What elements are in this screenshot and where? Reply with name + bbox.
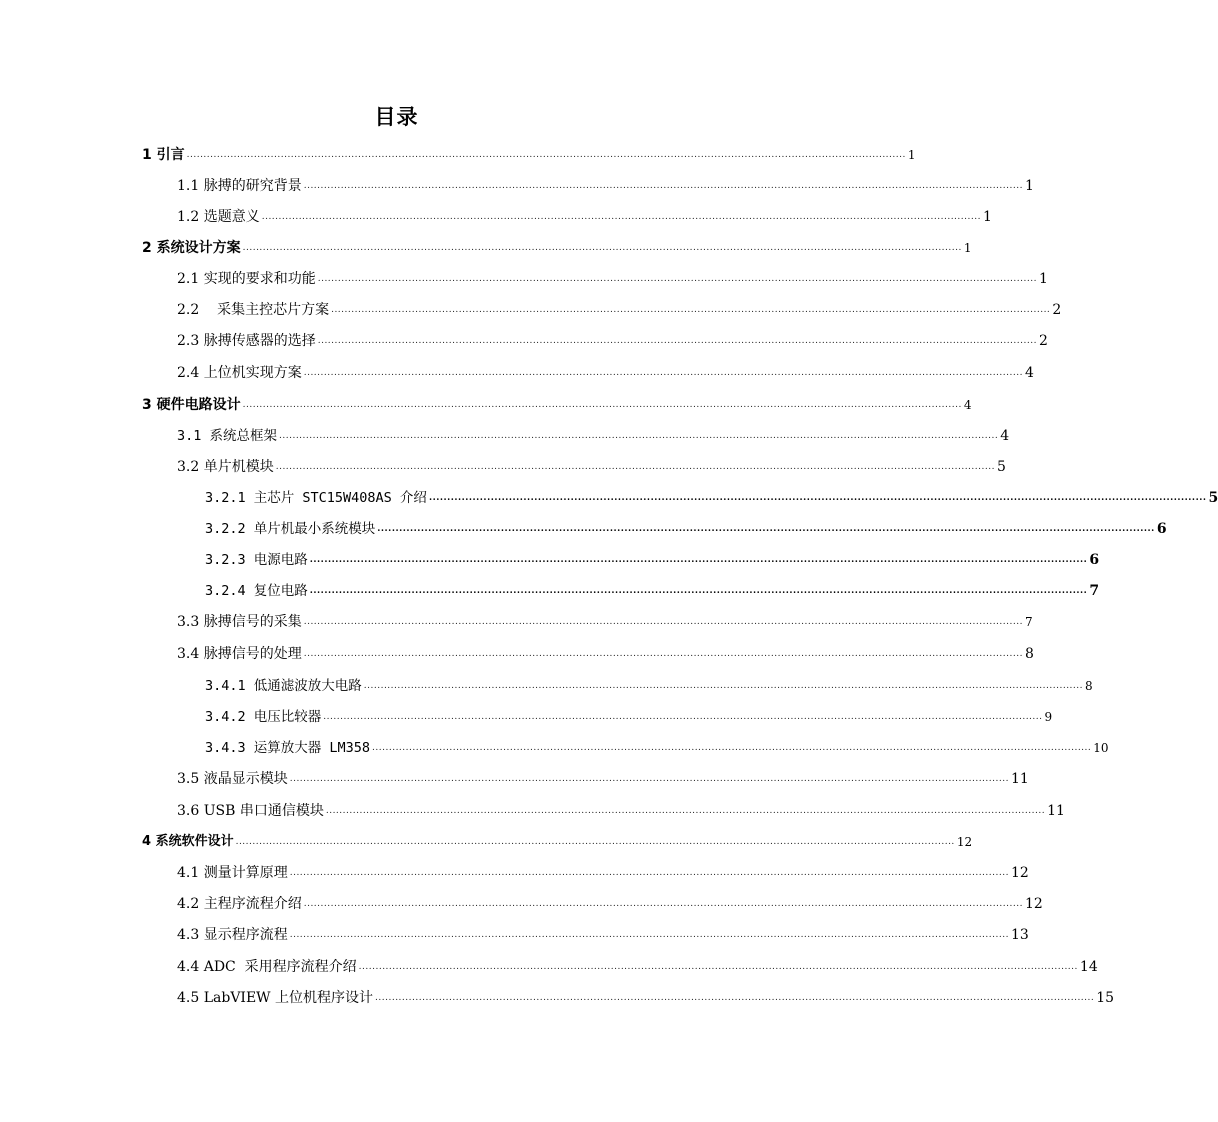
toc-entry-section[interactable] <box>177 797 1065 819</box>
toc-leader-dots: ...................................................................................................................................................................................................................... <box>331 305 1051 315</box>
toc-entry-subsection[interactable] <box>205 484 1218 506</box>
toc-page-number: 9 <box>1044 710 1053 724</box>
toc-page-number: 2 <box>1052 302 1062 318</box>
toc-leader-dots: ...................................................................................................................................................................................................................... <box>309 555 1088 565</box>
toc-entry-section[interactable] <box>177 859 1029 881</box>
toc-entry-label: 4.4 ADC 采用程序流程介绍 <box>177 959 357 975</box>
toc-leader-dots: ...................................................................................................................................................................................................................... <box>428 493 1207 503</box>
toc-leader-dots: ...................................................................................................................................................................................................................... <box>303 368 1023 378</box>
toc-entry-subsection[interactable] <box>205 672 1093 694</box>
toc-leader-dots: ...................................................................................................................................................................................................................... <box>323 712 1043 722</box>
toc-leader-dots: ...................................................................................................................................................................................................................... <box>317 274 1037 284</box>
toc-leader-dots: ...................................................................................................................................................................................................................... <box>279 431 999 441</box>
toc-leader-dots: ...................................................................................................................................................................................................................... <box>275 462 995 472</box>
toc-entry-label: 2.4 上位机实现方案 <box>177 365 302 381</box>
toc-entry-section[interactable] <box>177 453 1006 475</box>
toc-page-number: 7 <box>1089 583 1100 599</box>
toc-entry-label: 2.1 实现的要求和功能 <box>177 271 316 287</box>
toc-entry-label: 1.2 选题意义 <box>177 209 260 225</box>
toc-page-number: 10 <box>1093 741 1109 755</box>
toc-entry-subsection[interactable] <box>205 734 1109 756</box>
toc-leader-dots: ...................................................................................................................................................................................................................... <box>325 806 1046 816</box>
toc-page-number: 2 <box>1038 333 1048 349</box>
toc-entry-label: 3.2.3 电源电路 <box>205 552 308 568</box>
toc-page-number: 12 <box>1024 896 1043 912</box>
toc-leader-dots: ...................................................................................................................................................................................................................... <box>303 181 1023 191</box>
toc-leader-dots: ...................................................................................................................................................................................................................... <box>375 993 1095 1003</box>
toc-page-number: 5 <box>996 459 1006 475</box>
toc-page-number: 1 <box>963 241 972 255</box>
toc-entry-label: 1.1 脉搏的研究背景 <box>177 178 302 194</box>
toc-page-number: 1 <box>1038 271 1048 287</box>
toc-leader-dots: ...................................................................................................................................................................................................................... <box>289 930 1009 940</box>
toc-page-number: 15 <box>1096 990 1115 1006</box>
toc-entry-chapter-2[interactable] <box>142 234 972 256</box>
toc-entry-label: 4.3 显示程序流程 <box>177 927 288 943</box>
toc-page-number: 8 <box>1024 646 1034 662</box>
toc-leader-dots: ...................................................................................................................................................................................................................... <box>303 617 1023 627</box>
toc-entry-section[interactable] <box>177 265 1048 287</box>
toc-page-number: 7 <box>1024 615 1033 629</box>
toc-entry-label: 3.4 脉搏信号的处理 <box>177 646 302 662</box>
toc-page-number: 4 <box>1000 428 1010 444</box>
toc-entry-label: 2.3 脉搏传感器的选择 <box>177 333 316 349</box>
toc-leader-dots: ...................................................................................................................................................................................................................... <box>377 524 1155 534</box>
toc-entry-chapter-4[interactable] <box>142 828 973 850</box>
toc-page-number: 6 <box>1156 521 1167 537</box>
toc-leader-dots: ...................................................................................................................................................................................................................... <box>242 400 962 410</box>
toc-entry-label: 3.1 系统总框架 <box>177 428 278 444</box>
toc-page-number: 1 <box>1024 178 1034 194</box>
toc-leader-dots: ...................................................................................................................................................................................................................... <box>242 243 962 253</box>
toc-leader-dots: ...................................................................................................................................................................................................................... <box>289 774 1009 784</box>
toc-page-number: 11 <box>1047 803 1065 819</box>
toc-entry-section[interactable] <box>177 172 1034 194</box>
toc-entry-section[interactable] <box>177 640 1034 662</box>
toc-leader-dots: ...................................................................................................................................................................................................................... <box>303 899 1023 909</box>
toc-page-number: 4 <box>1024 365 1034 381</box>
toc-entry-label: 1 引言 <box>142 147 185 163</box>
toc-page-number: 6 <box>1089 552 1100 568</box>
toc-entry-label: 2 系统设计方案 <box>142 240 241 256</box>
toc-leader-dots: ...................................................................................................................................................................................................................... <box>317 336 1037 346</box>
toc-entry-label: 3.2.4 复位电路 <box>205 583 308 599</box>
toc-leader-dots: ...................................................................................................................................................................................................................... <box>358 962 1078 972</box>
toc-entry-label: 3.4.1 低通滤波放大电路 <box>205 678 362 694</box>
toc-page-number: 4 <box>963 398 972 412</box>
toc-leader-dots: ...................................................................................................................................................................................................................... <box>186 150 906 160</box>
toc-entry-section[interactable] <box>177 296 1062 318</box>
toc-entry-label: 3.4.2 电压比较器 <box>205 709 322 725</box>
toc-leader-dots: ...................................................................................................................................................................................................................... <box>309 586 1088 596</box>
toc-leader-dots: ...................................................................................................................................................................................................................... <box>261 212 981 222</box>
toc-entry-label: 3.6 USB 串口通信模块 <box>177 803 324 819</box>
toc-entry-subsection[interactable] <box>205 703 1053 725</box>
toc-leader-dots: ...................................................................................................................................................................................................................... <box>363 681 1084 691</box>
toc-entry-label: 3 硬件电路设计 <box>142 397 241 413</box>
toc-entry-chapter-3[interactable] <box>142 391 972 413</box>
toc-page-number: 11 <box>1010 771 1029 787</box>
toc-entry-subsection[interactable] <box>205 577 1100 599</box>
toc-entry-label: 3.2.1 主芯片 STC15W408AS 介绍 <box>205 490 427 506</box>
toc-entry-section[interactable] <box>177 953 1098 975</box>
toc-page-number: 12 <box>956 835 973 849</box>
toc-entry-section[interactable] <box>177 203 992 225</box>
toc-entry-section[interactable] <box>177 608 1033 630</box>
toc-entry-label: 3.2 单片机模块 <box>177 459 274 475</box>
toc-entry-label: 2.2 采集主控芯片方案 <box>177 302 330 318</box>
toc-entry-section[interactable] <box>177 422 1010 444</box>
toc-page-number: 12 <box>1010 865 1029 881</box>
toc-entry-label: 4.1 测量计算原理 <box>177 865 288 881</box>
toc-entry-section[interactable] <box>177 359 1034 381</box>
toc-entry-label: 3.4.3 运算放大器 LM358 <box>205 740 371 756</box>
toc-page-number: 14 <box>1079 959 1098 975</box>
toc-entry-label: 3.5 液晶显示模块 <box>177 771 288 787</box>
toc-entry-label: 4.5 LabVIEW 上位机程序设计 <box>177 990 374 1006</box>
toc-entry-label: 3.2.2 单片机最小系统模块 <box>205 521 376 537</box>
toc-entry-section[interactable] <box>177 984 1115 1006</box>
toc-page-number: 1 <box>982 209 992 225</box>
toc-page-number: 5 <box>1208 490 1218 506</box>
toc-leader-dots: ...................................................................................................................................................................................................................... <box>235 837 955 847</box>
toc-entry-section[interactable] <box>177 890 1043 912</box>
toc-page-number: 13 <box>1010 927 1029 943</box>
toc-leader-dots: ...................................................................................................................................................................................................................... <box>303 649 1023 659</box>
toc-page-number: 8 <box>1085 679 1093 693</box>
toc-entry-section[interactable] <box>177 921 1029 943</box>
toc-entry-subsection[interactable] <box>205 515 1167 537</box>
toc-entry-chapter-1[interactable] <box>142 141 916 163</box>
toc-leader-dots: ...................................................................................................................................................................................................................... <box>289 868 1009 878</box>
page-title: 目录 <box>374 105 419 129</box>
toc-entry-label: 3.3 脉搏信号的采集 <box>177 614 302 630</box>
toc-entry-label: 4.2 主程序流程介绍 <box>177 896 302 912</box>
toc-page-number: 1 <box>907 148 916 162</box>
toc-leader-dots: ...................................................................................................................................................................................................................... <box>372 743 1092 753</box>
toc-entry-label: 4 系统软件设计 <box>142 834 234 849</box>
toc-entry-section[interactable] <box>177 765 1029 787</box>
toc-entry-subsection[interactable] <box>205 546 1100 568</box>
toc-entry-section[interactable] <box>177 327 1048 349</box>
